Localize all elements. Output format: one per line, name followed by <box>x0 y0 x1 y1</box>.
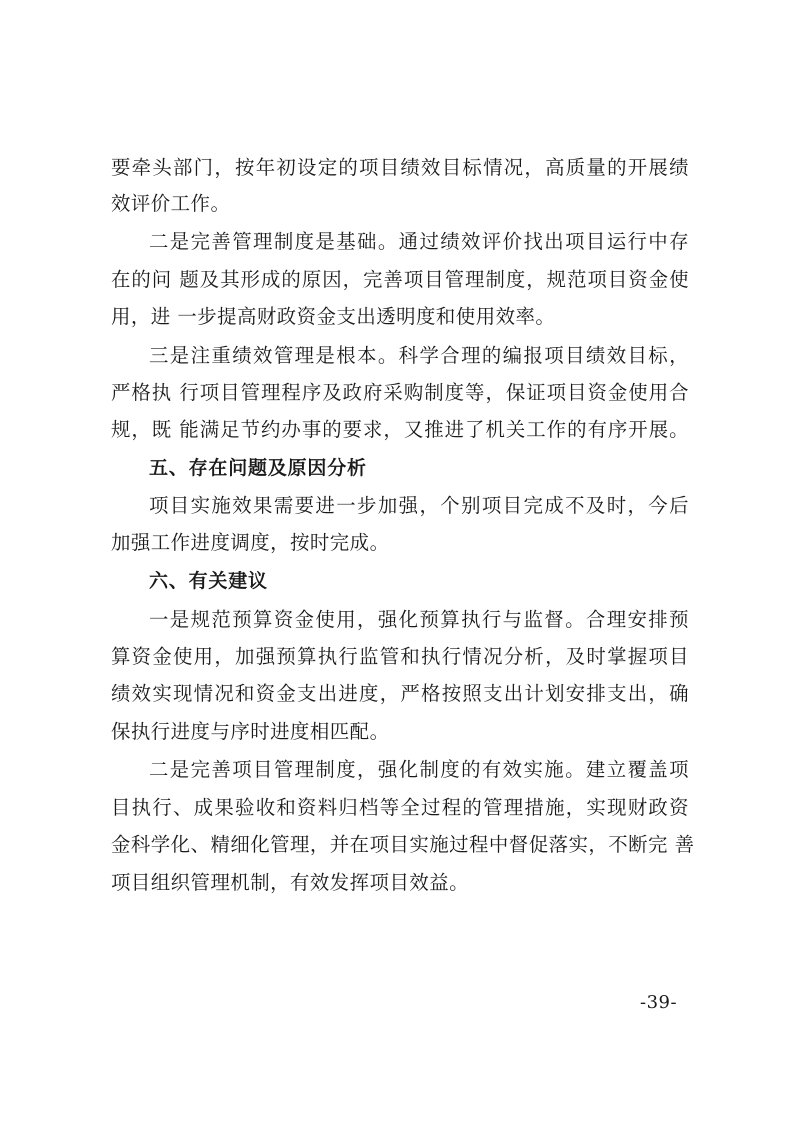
paragraph-line: 要牵头部门，按年初设定的项目绩效目标情况，高质量的开展绩 <box>111 156 689 179</box>
paragraph-line: 一是规范预算资金使用，强化预算执行与监督。合理安排预 <box>149 608 689 631</box>
page-number: -39- <box>640 992 678 1013</box>
paragraph-line: 二是完善项目管理制度，强化制度的有效实施。建立覆盖项 <box>149 758 689 781</box>
paragraph-line: 严格执 行项目管理程序及政府采购制度等，保证项目资金使用合 <box>111 381 689 404</box>
paragraph-line: 绩效实现情况和资金支出进度，严格按照支出计划安排支出，确 <box>111 682 689 705</box>
section-heading: 五、存在问题及原因分析 <box>149 457 367 479</box>
paragraph-line: 在的问 题及其形成的原因，完善项目管理制度，规范项目资金使 <box>111 268 689 291</box>
paragraph-line: 三是注重绩效管理是根本。科学合理的编报项目绩效目标， <box>149 344 689 367</box>
paragraph-line: 算资金使用，加强预算执行监管和执行情况分析，及时掌握项目 <box>111 645 689 668</box>
paragraph-line: 二是完善管理制度是基础。通过绩效评价找出项目运行中存 <box>149 230 689 253</box>
paragraph-line: 项目实施效果需要进一步加强，个别项目完成不及时，今后 <box>149 494 689 517</box>
paragraph-line: 效评价工作。 <box>111 192 231 215</box>
paragraph-line: 项目组织管理机制，有效发挥项目效益。 <box>111 871 470 894</box>
paragraph-line: 加强工作进度调度，按时完成。 <box>111 531 390 554</box>
paragraph-line: 金科学化、精细化管理，并在项目实施过程中督促落实，不断完 善 <box>111 833 695 856</box>
paragraph-line: 规，既 能满足节约办事的要求，又推进了机关工作的有序开展。 <box>111 418 689 441</box>
section-heading: 六、有关建议 <box>149 570 268 592</box>
paragraph-line: 目执行、成果验收和资料归档等全过程的管理措施，实现财政资 <box>111 796 689 819</box>
paragraph-line: 保执行进度与序时进度相匹配。 <box>111 720 390 743</box>
paragraph-line: 用，进 一步提高财政资金支出透明度和使用效率。 <box>111 305 556 328</box>
